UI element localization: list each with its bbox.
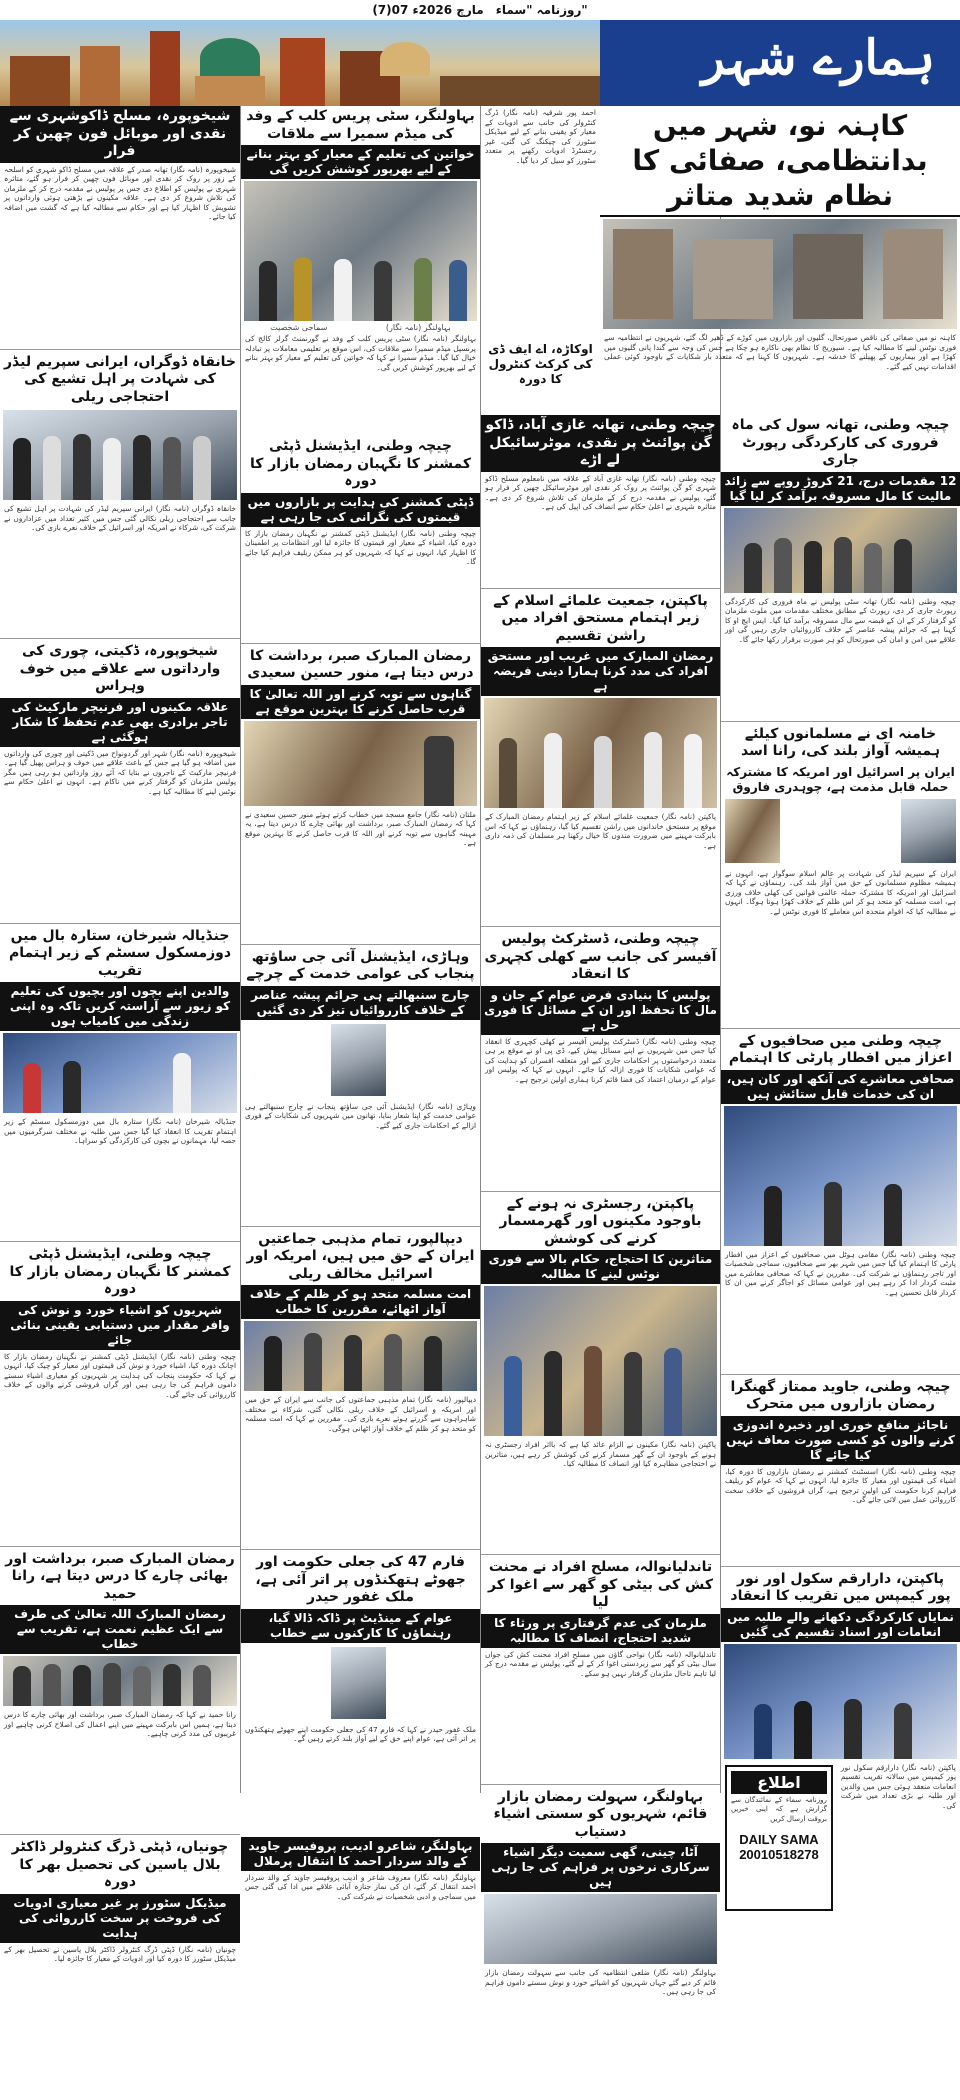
c4-headline-2: چیچہ وطنی، تھانہ سول کی ماہ فروری کی کارکردگی رپورٹ جاری: [731, 417, 950, 468]
date-bar: [0, 0, 960, 20]
c3-photo-3: [484, 698, 717, 808]
c4-portraits: [721, 797, 960, 867]
c4-headline-7: پاکپتن، دارارقم سکول اور نور پور کیمپس میں تقریب کا انعقاد: [730, 1570, 951, 1604]
c1-photo-4: [3, 1033, 237, 1113]
c4-subhead-7: نمایاں کارکردگی دکھانے والے طلبہ میں انعامات اور اسناد تقسیم کی گئیں: [721, 1608, 960, 1642]
photo-caption: بہاولنگر (نامہ نگار): [385, 323, 451, 332]
c1-subhead-6: رمضان المبارک اللہ تعالیٰ کی طرف سے ایک عظیم نعمت ہے، تقریب سے خطاب: [0, 1605, 240, 1654]
notice-brand: DAILY SAMA: [739, 1832, 819, 1847]
c3-photo-7: [484, 1894, 717, 1964]
c1-headline-2: خانقاہ ڈوگراں، ایرانی سپریم لیڈر کی شہادت پر اہل تشیع کی احتجاجی ریلی: [3, 353, 237, 405]
c2-headline-3: رمضان المبارک صبر، برداشت کا درس دیتا ہے، منور حسین سعیدی: [247, 647, 474, 681]
section-title: ہمارے شہر: [701, 30, 935, 86]
c3-subhead-4: پولیس کا بنیادی فرض عوام کے جان و مال کا تحفظ اور ان کے مسائل کا فوری حل ہے: [481, 986, 720, 1035]
c3-subhead-7: آٹا، چینی، گھی سمیت دیگر اشیاء سرکاری نرخوں پر فراہم کی جا رہی ہیں: [481, 1843, 720, 1892]
c2-photo-1: [244, 181, 477, 321]
c4-headline-4: ایران پر اسرائیل اور امریکہ کا مشترکہ حملہ قابل مذمت ہے، چوہدری فاروق: [726, 764, 955, 794]
c3-subhead-6: ملزمان کی عدم گرفتاری پر ورثاء کا شدید احتجاج، انصاف کا مطالبہ: [481, 1614, 720, 1648]
c2-headline-7: بہاولنگر، شاعرو ادیب، پروفیسر جاوید کے والد سردار احمد کا انتقال پرملال: [241, 1837, 480, 1871]
c1-headline-3: شیخوپورہ، ڈکیتی، چوری کی وارداتوں سے علاقے میں خوف وہراس: [19, 643, 221, 694]
c2-headline-2: چیچہ وطنی، ایڈیشنل ڈپٹی کمشنر کا نگہبان رمضان بازار کا دورہ: [249, 438, 472, 489]
c2-subhead-4: چارج سنبھالتے ہی جرائم پیشہ عناصر کے خلاف کارروائیاں تیز کر دی گئیں: [241, 986, 480, 1020]
c4-headline-6: چیچہ وطنی، جاوید ممتاز گھنگرا رمضان بازاروں میں متحرک: [730, 1378, 951, 1412]
c3-headline-5: پاکپتن، رجسٹری نہ ہونے کے باوجود مکینوں اور گھرمسمار کرنے کی کوشش: [499, 1195, 702, 1247]
portrait-photo: [901, 799, 956, 863]
c2-subhead-2: ڈپٹی کمشنر کی ہدایت پر بازاروں میں قیمتوں کی نگرانی کی جا رہی ہے: [241, 493, 480, 527]
notice-text: روزنامہ سماء کے نمائندگان سے گزارش ہے کہ اپنی خبریں بروقت ارسال کریں: [731, 1795, 827, 1823]
c1-headline-7: چونیاں، ڈپٹی ڈرگ کنٹرولر ڈاکٹر بلال یاسین کی تحصیل بھر کا دورہ: [11, 1839, 229, 1890]
c2-subhead-5: امت مسلمہ متحد ہو کر ظلم کے خلاف آواز اٹھائے، مقررین کا خطاب: [241, 1285, 480, 1319]
c2-headline-4: وہاڑی، ایڈیشنل آئی جی ساؤتھ پنجاب کی عوامی خدمت کے چرچے: [246, 948, 475, 982]
column-1: شیخوپورہ، مسلح ڈاکوشہری سے نقدی اور موبائل فون چھین کر فرار شیخوپورہ (نامہ نگار) تھانہ صدر کے علاقہ میں مسلح ڈاکو شہری کو اسلحہ کے زور پر روک کر نقدی اور موبائل فون چھین کر فرار ہو گئے، متاثرہ شہری نے پولیس کو اطلاع دی جس پر پولیس نے مقدمہ درج کر کے ملزمان کی تلاش شروع کر دی ہے۔ علاقہ مکینوں نے بڑھتی ہوئی وارداتوں پر تشویش کا اظہار کیا ہے اور حکام سے مطالبہ کیا ہے کہ گشت میں اضافہ کیا جائے۔ خانقاہ ڈوگراں، ایرانی سپریم لیڈر کی شہادت پر اہل تشیع کی احتجاجی ریلی خانقاہ ڈوگراں (نامہ نگار) ایرانی سپریم لیڈر کی شہادت پر اہل تشیع کی جانب سے احتجاجی ریلی نکالی گئی جس میں کثیر تعداد میں عزاداروں نے شرکت کی، شرکاء نے امریکہ اور اسرائیل کے خلاف نعرے بازی کی۔ شیخوپورہ، ڈکیتی، چوری کی وارداتوں سے علاقے میں خوف وہراس علاقہ مکینوں اور فرنیچر مارکیٹ کی تاجر برادری بھی عدم تحفظ کا شکار ہوگئی ہے شیخوپورہ (نامہ نگار) شہر اور گردونواح میں ڈکیتی اور چوری کی وارداتوں میں اضافہ ہو گیا ہے جس کے باعث علاقے میں خوف و ہراس پھیل گیا ہے۔ فرنیچر مارکیٹ کے تاجروں نے بتایا کہ آئے روز وارداتیں ہو رہی ہیں مگر پولیس ملزمان کو گرفتار کرنے میں ناکام ہے۔ انہوں نے اعلیٰ حکام سے نوٹس لینے کا مطالبہ کیا ہے۔ جنڈیالہ شیرخان، ستارہ بال میں دوزمسکول سسٹم کے زیر اہتمام تقریب والدین اپنے بچوں اور بچیوں کی تعلیم کو زیور سے آراستہ کریں تاکہ وہ اپنی زندگی میں کامیاب ہوں جنڈیالہ شیرخان (نامہ نگار) ستارہ بال میں دوزمسکول سسٹم کے زیر اہتمام تقریب کا انعقاد کیا گیا جس میں طلبہ نے مختلف سرگرمیوں میں حصہ لیا، مہمانوں نے بچوں کی کارکردگی کو سراہا۔ چیچہ وطنی، ایڈیشنل ڈپٹی کمشنر کا نگہبان رمضان بازار کا دورہ شہریوں کو اشیاء خورد و نوش کی وافر مقدار میں دستیابی یقینی بنائی جائے چیچہ وطنی (نامہ نگار) ایڈیشنل ڈپٹی کمشنر نے نگہبان رمضان بازار کا اچانک دورہ کیا، اشیاء خورد و نوش کی قیمتوں اور معیار کو چیک کیا، انہوں نے کہا کہ حکومت پنجاب کی ہدایت پر شہریوں کو معیاری اشیاء سستے داموں فراہم کی جا رہی ہیں اور گراں فروشی کرنے والوں کے خلاف کارروائی کی جائے گی۔ رمضان المبارک صبر، برداشت اور بھائی چارے کا درس دیتا ہے، رانا حمید رمضان المبارک اللہ تعالیٰ کی طرف سے ایک عظیم نعمت ہے، تقریب سے خطاب رانا حمید نے کہا کہ رمضان المبارک صبر، برداشت اور بھائی چارے کا درس دیتا ہے، ہمیں اس بابرکت مہینے میں اپنے اعمال کی اصلاح کرنی چاہیے اور غریبوں کی مدد کرنی چاہیے۔ چونیاں، ڈپٹی ڈرگ کنٹرولر ڈاکٹر بلال یاسین کی تحصیل بھر کا دورہ میڈیکل سٹورز پر غیر معیاری ادویات کی فروخت پر سخت کارروائی کی ہدایت چونیاں (نامہ نگار) ڈپٹی ڈرگ کنٹرولر ڈاکٹر بلال یاسین نے تحصیل بھر کے میڈیکل سٹورز کا دورہ کیا اور ادویات کے معیار کا جائزہ لیا۔: [0, 106, 240, 1793]
portrait-photo: [331, 1647, 386, 1719]
c4-photo-7: [724, 1644, 957, 1759]
c3-headline-1: اوکاڑہ، اے ایف ڈی کی کرکٹ کنٹرول کا دورہ: [488, 342, 593, 386]
photo-caption: سماجی شخصیت: [270, 323, 328, 332]
c4-subhead-5: صحافی معاشرے کی آنکھ اور کان ہیں، ان کی خدمات قابل ستائش ہیں: [721, 1070, 960, 1104]
c4-photo-5: [724, 1106, 957, 1246]
c3-subhead-3: رمضان المبارک میں غریب اور مستحق افراد کی مدد کرنا ہمارا دینی فریضہ ہے: [481, 647, 720, 696]
column-4-lead: کاہنہ نو، شہر میں بدانتظامی، صفائی کا نظام شدید متاثر کاہنہ نو میں صفائی کی ناقص صورتحال، گلیوں اور بازاروں میں کوڑے کے ڈھیر لگ گئے، شہریوں نے انتظامیہ سے فوری نوٹس لینے کا مطالبہ کیا ہے۔ سیوریج کا نظام بھی ناکارہ ہو چکا ہے جس کی وجہ سے گندا پانی گلیوں میں کھڑا ہے اور بیماریوں کے پھیلنے کا خدشہ ہے۔ شہریوں کا کہنا ہے کہ متعدد بار شکایات کے باوجود کوئی عملی اقدامات نہیں کیے گئے۔: [600, 106, 960, 1793]
c1-photo-2: [3, 410, 237, 500]
column-2: بہاولنگر، سٹی پریس کلب کے وفد کی میڈم سمیرا سے ملاقات خواتین کی تعلیم کے معیار کو بہتر بنانے کے لیے بھرپور کوشش کریں گی سماجی شخصیت بہاولنگر (نامہ نگار) بہاولنگر (نامہ نگار) سٹی پریس کلب کے وفد نے گورنمنٹ گرلز کالج کی پرنسپل میڈم سمیرا سے ملاقات کی، اس موقع پر تعلیمی معاملات پر تبادلہ خیال کیا گیا۔ میڈم سمیرا نے کہا کہ خواتین کی تعلیم کے معیار کو بہتر بنانے کے لیے بھرپور کوشش کریں گی۔ چیچہ وطنی، ایڈیشنل ڈپٹی کمشنر کا نگہبان رمضان بازار کا دورہ ڈپٹی کمشنر کی ہدایت پر بازاروں میں قیمتوں کی نگرانی کی جا رہی ہے چیچہ وطنی (نامہ نگار) ایڈیشنل ڈپٹی کمشنر نے نگہبان رمضان بازار کا دورہ کیا، اشیاء کے معیار اور قیمتوں کا جائزہ لیا اور انتظامات پر اطمینان کا اظہار کیا، انہوں نے کہا کہ شہریوں کو ہر ممکن ریلیف فراہم کیا جائے گا۔ رمضان المبارک صبر، برداشت کا درس دیتا ہے، منور حسین سعیدی گناہوں سے توبہ کرنے اور اللہ تعالیٰ کا قرب حاصل کرنے کا بہترین موقع ہے ملتان (نامہ نگار) جامع مسجد میں خطاب کرتے ہوئے منور حسین سعیدی نے کہا کہ رمضان المبارک صبر، برداشت اور بھائی چارے کا درس دیتا ہے، یہ مہینہ گناہوں سے توبہ کرنے اور اللہ کا قرب حاصل کرنے کا بہترین موقع ہے۔ وہاڑی، ایڈیشنل آئی جی ساؤتھ پنجاب کی عوامی خدمت کے چرچے چارج سنبھالتے ہی جرائم پیشہ عناصر کے خلاف کارروائیاں تیز کر دی گئیں وہاڑی (نامہ نگار) ایڈیشنل آئی جی ساؤتھ پنجاب نے چارج سنبھالتے ہی عوامی خدمت کو اپنا شعار بنایا، تھانوں میں شہریوں کی شکایات کے فوری ازالے کے احکامات جاری کیے گئے۔ دیپالپور، تمام مذہبی جماعتیں ایران کے حق میں ہیں، امریکہ اور اسرائیل مخالف ریلی امت مسلمہ متحد ہو کر ظلم کے خلاف آواز اٹھائے، مقررین کا خطاب دیپالپور (نامہ نگار) تمام مذہبی جماعتوں کی جانب سے ایران کے حق میں اور امریکہ و اسرائیل کے خلاف ریلی نکالی گئی، شرکاء نے مختلف شاہراہوں سے گزرتے ہوئے نعرے بازی کی۔ مقررین نے کہا کہ امت مسلمہ کو متحد ہو کر ظلم کے خلاف آواز اٹھانی ہوگی۔ فارم 47 کی جعلی حکومت اور جھوٹے ہتھکنڈوں پر اتر آئی ہے، ملک غفور حیدر عوام کے مینڈیٹ پر ڈاکہ ڈالا گیا، رہنماؤں کا کارکنوں سے خطاب ملک غفور حیدر نے کہا کہ فارم 47 کی جعلی حکومت اپنے جھوٹے ہتھکنڈوں پر اتر آئی ہے، عوام اپنے حق کے لیے آواز بلند کرتے رہیں گے۔ بہاولنگر، شاعرو ادیب، پروفیسر جاوید کے والد سردار احمد کا انتقال پرملال بہاولنگر (نامہ نگار) معروف شاعر و ادیب پروفیسر جاوید کے والد سردار احمد انتقال کر گئے، ان کی نماز جنازہ آبائی علاقے میں ادا کی گئی جس میں سماجی و ادبی شخصیات نے شرکت کی۔: [241, 106, 480, 1793]
c3-headline-7: بہاولنگر، سہولت رمضان بازار قائم، شہریوں کو سستی اشیاء دستیاب: [493, 1788, 708, 1840]
c4-photo-2: [724, 508, 957, 593]
paper-name: روزنامہ "سماء": [495, 3, 588, 17]
c2-subhead-3: گناہوں سے توبہ کرنے اور اللہ تعالیٰ کا قرب حاصل کرنے کا بہترین موقع ہے: [241, 685, 480, 719]
c2-photo-3: [244, 721, 477, 806]
c2-subhead-6: عوام کے مینڈیٹ پر ڈاکہ ڈالا گیا، رہنماؤں کا کارکنوں سے خطاب: [241, 1609, 480, 1643]
c3-photo-5: [484, 1286, 717, 1436]
column-3-body: چیچہ وطنی، تھانہ غازی آباد، ڈاکو گن پوائنٹ پر نقدی، موٹرسائیکل لے اڑے چیچہ وطنی (نامہ نگار) تھانہ غازی آباد کے علاقہ میں نامعلوم مسلح ڈاکو شہری کو گن پوائنٹ پر روک کر نقدی اور موٹرسائیکل چھین کر فرار ہو گئے، پولیس نے مقدمہ درج کر کے ملزمان کی تلاش شروع کر دی ہے۔ متاثرہ شہری نے اعلیٰ حکام سے انصاف کی اپیل کی ہے۔ پاکپتن، جمعیت علمائے اسلام کے زیر اہتمام مستحق افراد میں راشن تقسیم رمضان المبارک میں غریب اور مستحق افراد کی مدد کرنا ہمارا دینی فریضہ ہے پاکپتن (نامہ نگار) جمعیت علمائے اسلام کے زیر اہتمام رمضان المبارک کے موقع پر مستحق خاندانوں میں راشن تقسیم کیا گیا، رہنماؤں نے کہا کہ اس بابرکت مہینے میں ضرورت مندوں کا خیال رکھنا ہر مسلمان کی ذمہ داری ہے۔ چیچہ وطنی، ڈسٹرکٹ پولیس آفیسر کی جانب سے کھلی کچہری کا انعقاد پولیس کا بنیادی فرض عوام کے جان و مال کا تحفظ اور ان کے مسائل کا فوری حل ہے چیچہ وطنی (نامہ نگار) ڈسٹرکٹ پولیس آفیسر نے کھلی کچہری کا انعقاد کیا جس میں شہریوں نے اپنے مسائل پیش کیے، ڈی پی او نے موقع پر ہی متعدد درخواستوں پر احکامات جاری کیے اور متعلقہ افسران کو ہدایت کی کہ عوامی شکایات کا فوری ازالہ کیا جائے۔ انہوں نے کہا کہ پولیس اور عوام کے درمیان اعتماد کی فضا قائم کرنا ہماری اولین ترجیح ہے۔ پاکپتن، رجسٹری نہ ہونے کے باوجود مکینوں اور گھرمسمار کرنے کی کوشش متاثرین کا احتجاج، حکام بالا سے فوری نوٹس لینے کا مطالبہ پاکپتن (نامہ نگار) مکینوں نے الزام عائد کیا ہے کہ بااثر افراد رجسٹری نہ ہونے کے باوجود ان کے گھر مسمار کرنے کی کوشش کر رہے ہیں، متاثرین نے احتجاجی مظاہرہ کیا اور انصاف کا مطالبہ کیا۔ تاندلیانوالہ، مسلح افراد نے محنت کش کی بیٹی کو گھر سے اغوا کر لیا ملزمان کی عدم گرفتاری پر ورثاء کا شدید احتجاج، انصاف کا مطالبہ تاندلیانوالہ (نامہ نگار) نواحی گاؤں میں مسلح افراد محنت کش کی جواں سال بیٹی کو گھر سے زبردستی اغوا کر کے لے گئے، پولیس نے مقدمہ درج کر لیا تاہم تاحال ملزمان گرفتار نہیں ہو سکے۔ بہاولنگر، سہولت رمضان بازار قائم، شہریوں کو سستی اشیاء دستیاب آٹا، چینی، گھی سمیت دیگر اشیاء سرکاری نرخوں پر فراہم کی جا رہی ہیں بہاولنگر (نامہ نگار) ضلعی انتظامیہ کی جانب سے سہولت رمضان بازار قائم کر دیے گئے جہاں شہریوں کو اشیائے خورد و نوش سستے داموں فراہم کی جا رہی ہیں۔: [481, 415, 720, 1793]
c4-headline-5: چیچہ وطنی میں صحافیوں کے اعزاز میں افطار پارٹی کا اہتمام: [728, 1032, 953, 1066]
c2-headline-1: بہاولنگر، سٹی پریس کلب کے وفد کی میڈم سمیرا سے ملاقات: [246, 108, 475, 142]
c3-subhead-5: متاثرین کا احتجاج، حکام بالا سے فوری نوٹس لینے کا مطالبہ: [481, 1250, 720, 1284]
c2-photo-5: [244, 1321, 477, 1391]
c4-subhead-2: 12 مقدمات درج، 21 کروڑ روپے سے زائد مالیت کا مال مسروقہ برآمد کر لیا گیا: [721, 472, 960, 506]
c3-headline-4: چیچہ وطنی، ڈسٹرکٹ پولیس آفیسر کی جانب سے کھلی کچہری کا انعقاد: [484, 931, 717, 982]
c3-headline-3: پاکپتن، جمعیت علمائے اسلام کے زیر اہتمام مستحق افراد میں راشن تقسیم: [493, 592, 708, 644]
notice-title: اطلاع: [731, 1771, 827, 1794]
column-3-top: احمد پور شرقیہ (نامہ نگار) ڈرگ کنٹرولر کی جانب سے ادویات کے معیار کو یقینی بنانے کے لیے میڈیکل سٹورز کی چیکنگ کی گئی، غیر رجسٹرڈ ادویات رکھنے پر متعدد سٹورز کو سیل کر دیا گیا۔ اوکاڑہ، اے ایف ڈی کی کرکٹ کنٹرول کا دورہ: [481, 106, 600, 406]
notice-number: 20010518278: [739, 1847, 819, 1862]
c3-headline-2: چیچہ وطنی، تھانہ غازی آباد، ڈاکو گن پوائنٹ پر نقدی، موٹرسائیکل لے اڑے: [481, 415, 720, 472]
banner-image: [0, 20, 600, 106]
c1-subhead-4: والدین اپنے بچوں اور بچیوں کی تعلیم کو زیور سے آراستہ کریں تاکہ وہ اپنی زندگی میں کامیاب ہوں: [0, 982, 240, 1031]
notice-box: [725, 1765, 833, 1911]
c1-subhead-7: میڈیکل سٹورز پر غیر معیاری ادویات کی فروخت پر سخت کارروائی کی ہدایت: [0, 1894, 240, 1943]
portrait-photo: [725, 799, 780, 863]
c1-photo-6: [3, 1656, 237, 1706]
c1-subhead-3: علاقہ مکینوں اور فرنیچر مارکیٹ کی تاجر برادری بھی عدم تحفظ کا شکار ہوگئی ہے: [0, 698, 240, 747]
c1-headline-1: شیخوپورہ، مسلح ڈاکوشہری سے نقدی اور موبائل فون چھین کر فرار: [0, 106, 240, 163]
c2-subhead-1: خواتین کی تعلیم کے معیار کو بہتر بنانے کے لیے بھرپور کوشش کریں گی: [241, 145, 480, 179]
c2-headline-5: دیپالپور، تمام مذہبی جماعتیں ایران کے حق میں ہیں، امریکہ اور اسرائیل مخالف ریلی: [246, 1230, 475, 1282]
c1-headline-5: چیچہ وطنی، ایڈیشنل ڈپٹی کمشنر کا نگہبان رمضان بازار کا دورہ: [9, 1246, 231, 1297]
c1-headline-4: جنڈیالہ شیرخان، ستارہ بال میں دوزمسکول سسٹم کے زیر اہتمام تقریب: [8, 927, 232, 979]
c2-headline-6: فارم 47 کی جعلی حکومت اور جھوٹے ہتھکنڈوں پر اتر آئی ہے، ملک غفور حیدر: [255, 1554, 466, 1605]
c4-subhead-6: ناجائز منافع خوری اور ذخیرہ اندوزی کرنے والوں کو کسی صورت معاف نہیں کیا جائے گا: [721, 1416, 960, 1465]
column-4-body: چیچہ وطنی، تھانہ سول کی ماہ فروری کی کارکردگی رپورٹ جاری 12 مقدمات درج، 21 کروڑ روپے سے زائد مالیت کا مال مسروقہ برآمد کر لیا گیا چیچہ وطنی (نامہ نگار) تھانہ سٹی پولیس نے ماہ فروری کی کارکردگی رپورٹ جاری کر دی، رپورٹ کے مطابق مختلف مقدمات میں ملوث ملزمان کو گرفتار کر کے ان کے قبضہ سے مال مسروقہ برآمد کیا گیا۔ ایس ایچ او کا کہنا ہے کہ جرائم پیشہ عناصر کے خلاف کارروائیاں جاری رہیں گی اور علاقے میں امن و امان کی صورتحال کو ہر صورت برقرار رکھا جائے گا۔ خامنہ ای نے مسلمانوں کیلئے ہمیشہ آواز بلند کی، رانا اسد ایران پر اسرائیل اور امریکہ کا مشترکہ حملہ قابل مذمت ہے، چوہدری فاروق ایران کے سپریم لیڈر کی شہادت پر عالم اسلام سوگوار ہے، انہوں نے ہمیشہ مظلوم مسلمانوں کے حق میں آواز بلند کی۔ رہنماؤں نے کہا کہ اسرائیل اور امریکہ کا مشترکہ حملہ عالمی قوانین کی کھلی خلاف ورزی ہے، امت مسلمہ کو متحد ہو کر اس ظلم کے خلاف کھڑا ہونا ہوگا۔ انہوں نے مطالبہ کیا کہ اقوام متحدہ اس معاملے کا فوری نوٹس لے۔ چیچہ وطنی میں صحافیوں کے اعزاز میں افطار پارٹی کا اہتمام صحافی معاشرے کی آنکھ اور کان ہیں، ان کی خدمات قابل ستائش ہیں چیچہ وطنی (نامہ نگار) مقامی ہوٹل میں صحافیوں کے اعزاز میں افطار پارٹی کا اہتمام کیا گیا جس میں شہر بھر سے صحافیوں، سماجی شخصیات اور تاجر رہنماؤں نے شرکت کی۔ مقررین نے کہا کہ صحافی معاشرے میں مثبت کردار ادا کر رہے ہیں اور عوامی مسائل کو اجاگر کرنے میں ان کا کردار قابل تحسین ہے۔ چیچہ وطنی، جاوید ممتاز گھنگرا رمضان بازاروں میں متحرک ناجائز منافع خوری اور ذخیرہ اندوزی کرنے والوں کو کسی صورت معاف نہیں کیا جائے گا چیچہ وطنی (نامہ نگار) اسسٹنٹ کمشنر نے رمضان بازاروں کا دورہ کیا، اشیاء کی قیمتوں اور معیار کا جائزہ لیا، انہوں نے کہا کہ عوام کو ریلیف فراہم کرنا حکومت کی اولین ترجیح ہے، گراں فروشوں کے خلاف سخت کارروائی عمل میں لائی جائے گی۔ پاکپتن، دارارقم سکول اور نور پور کیمپس میں تقریب کا انعقاد نمایاں کارکردگی دکھانے والے طلبہ میں انعامات اور اسناد تقسیم کی گئیں پاکپتن (نامہ نگار) دارارقم سکول نور پور کیمپس میں سالانہ تقریب تقسیم انعامات منعقد ہوئی جس میں والدین اور طلبہ نے بڑی تعداد میں شرکت کی۔ اطلاع روزنامہ سماء کے نمائندگان سے گزارش ہے کہ اپنی خبریں بروقت ارسال کریں DAILY SAMA 20010518278: [721, 415, 960, 1793]
c3-headline-6: تاندلیانوالہ، مسلح افراد نے محنت کش کی بیٹی کو گھر سے اغوا کر لیا: [488, 1559, 713, 1610]
masthead: [0, 20, 960, 106]
portrait-photo: [331, 1024, 386, 1096]
c4-headline-3: خامنہ ای نے مسلمانوں کیلئے ہمیشہ آواز بلند کی، رانا اسد: [741, 725, 940, 759]
lead-headline: کاہنہ نو، شہر میں بدانتظامی، صفائی کا نظام شدید متاثر: [600, 106, 960, 217]
date-text: (7)07 مارچ 2026ء: [372, 3, 484, 17]
c1-headline-6: رمضان المبارک صبر، برداشت اور بھائی چارے کا درس دیتا ہے، رانا حمید: [5, 1550, 235, 1602]
lead-photo: [603, 219, 957, 329]
c1-subhead-5: شہریوں کو اشیاء خورد و نوش کی وافر مقدار میں دستیابی یقینی بنائی جائے: [0, 1301, 240, 1350]
